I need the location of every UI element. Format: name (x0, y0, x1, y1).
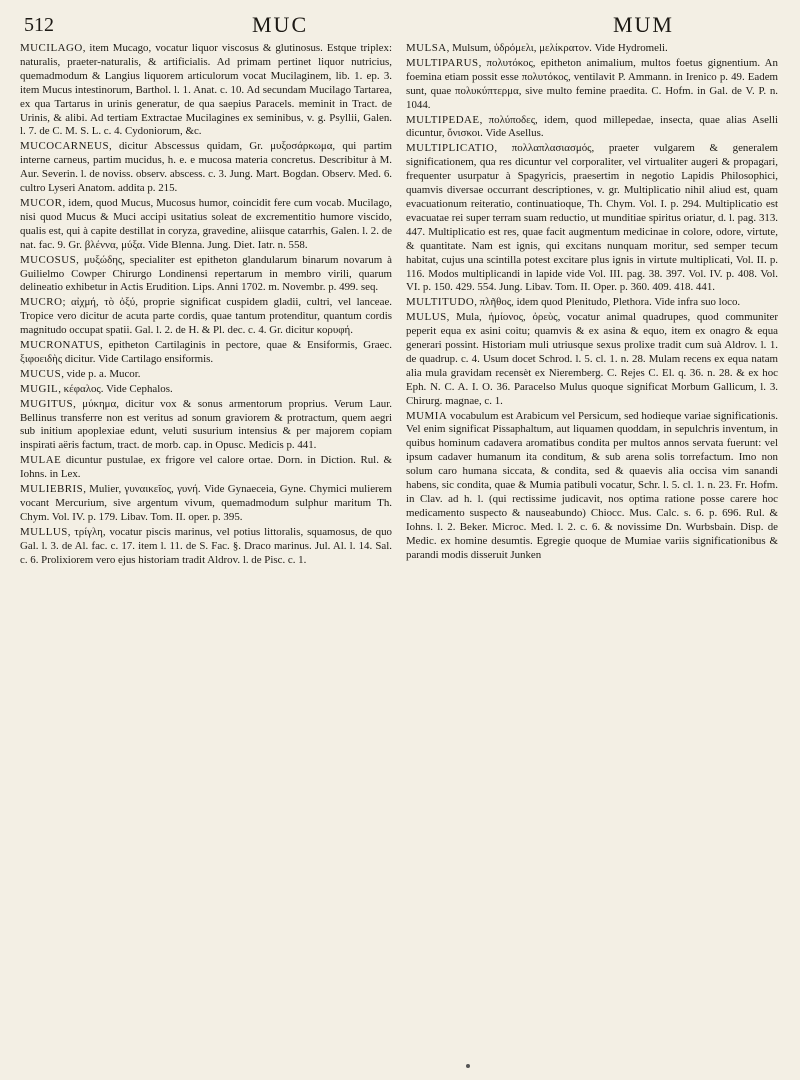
entry-headword: MULSA (406, 42, 447, 54)
entry-text: , vide p. a. Mucor. (61, 367, 141, 380)
entry-text: dicuntur pustulae, ex frigore vel calore ortae. Dorn. in Diction. Rul. & Iohns. in Lex. (20, 454, 392, 481)
dictionary-entry (20, 398, 392, 454)
entry-text: , dicitur Abscessus quidam, Gr. μυξοσάρκωμα, qui partim interne carneus, partim mucidus, h. e. e mucosa materia concretus. Describitur à M. Aur. Severin. l. de noviss. observ. abscess. c. 3. Jung. Mart. Bogdan. Observ. Med. 6. cultro Lyseri Anatom. addita p. 215. (20, 140, 392, 195)
dictionary-entry (406, 142, 778, 295)
entry-text: , idem, quod Mucus, Mucosus humor, coincidit fere cum vocab. Mucilago, nisi quod Mucus & Muci accipi usitatius soleat de excrementitio humore viscido, qualis est, qui à capite destillat in coryza, gravedine, aliisque catarrhis, Galen. l. 2. de nat. fac. 9. Gr. βλέννα, μύξα. Vide Blenna. Jung. Diet. Iatr. n. 558. (20, 196, 392, 251)
left-running-head: MUC (252, 12, 309, 37)
dictionary-entry (20, 254, 392, 296)
dictionary-entry (406, 114, 778, 142)
entry-headword: MULTIPEDAE (406, 113, 480, 126)
dictionary-entry (20, 197, 392, 253)
entry-headword: MULTIPLICATIO (406, 142, 495, 155)
entry-text: , μύκημα, dicitur vox & sonus armentorum proprius. Verum Laur. Bellinus transferre non est veritus ad sonum graviorem & protractum, quem aegri sub initium apoplexiae edunt, veluti susurium intensius & per majorem copiam inspirati aëris factum, tract. de morb. cap. in Opusc. Medicis p. 441. (20, 397, 392, 452)
entry-text: , πλῆθος, idem quod Plenitudo, Plethora. Vide infra suo loco. (474, 296, 741, 309)
right-column (406, 42, 778, 569)
page-header (20, 8, 778, 42)
dictionary-entry (20, 140, 392, 196)
right-running-head: MUM (612, 12, 674, 37)
entry-text: , item Mucago, vocatur liquor viscosus & glutinosus. Estque triplex: naturalis, praeter-naturalis, & artificialis. Ad primam pertinet liquor nutricius, quemadmodum & Langius liquorem articulorum vocat Mucilaginem, lib. 1. ep. 3. item Mucus intestinorum, Barthol. l. 1. Anat. c. 10. Ad secundam Mucilago Tartarea, ex qua Tartarus in urinis generatur, de qua saepius Paracels. meminit in Tract. de Urinis, & alibi. Ad tertiam Extractae Mucilagines ex seminibus, v. g. Psyllii, Galen. l. 7. de C. M. S. L. c. 4. Cydoniorum, &c. (20, 42, 392, 138)
dictionary-entry (20, 339, 392, 367)
entry-headword: MULAE (20, 454, 62, 467)
entry-headword: MUCILAGO (20, 42, 83, 54)
entry-headword: MULLUS (20, 525, 68, 538)
dictionary-entry (20, 454, 392, 482)
entry-headword: MULUS (406, 311, 447, 324)
entry-headword: MUCRO (20, 296, 63, 309)
entry-text: , πολλαπλασιασμός, praeter vulgarem & generalem significationem, qua res dicuntur vel corporaliter, vel virtualiter augeri & propagari, frequenter usurpatur à Spagyricis, praesertim in negotio Lapidis Philosophici, quamvis diversae occurrant descriptiones, v. gr. Multiplicatio nihil aliud est, quam evacuationum reiteratio, continuatioque, Th. Chym. Vol. I. p. 294. Multiplicatio est evacuatae rei super terram suam reductio, ut munditiae spiritus oriatur, d. l. pag. 313. 447. Multiplicatio est res, quae facit augmentum medicinae in colore, odore, virtute, & quantitate. Nam est ignis, qui excitans nunquam moritur, sed semper tecum habitat, cujus una scintilla potest excitare plus ignis in virtute multiplicati, Vol. II. p. 116. Modos multiplicandi in lapide vide Vol. III. pag. 38. 397. Vol. IV. p. 408. Vol. VI. p. 150. 429. 554. Jung. Libav. Tom. II. Oper. p. 360. 409. 418. 441. (406, 142, 778, 294)
dictionary-entry (20, 526, 392, 568)
dictionary-entry (406, 311, 778, 408)
entry-text: , μυξώδης, specialiter est epitheton glandularum binarum novarum à Guilielmo Cowper Chirurgo Londinensi repertarum in membro virili, quarum delineatio exhibetur in Actis Erudition. Lips. Anni 1702. m. Novembr. p. 499. seq. (20, 253, 392, 294)
entry-text: , τρίγλη, vocatur piscis marinus, vel potius littoralis, squamosus, de quo Gal. l. 3. de Al. fac. c. 17. item l. 11. de S. Fac. §. Draco marinus. Jul. Al. l. 14. Sal. c. 6. Prolixiorem vero ejus historiam tradit Aldrov. l. de Pisc. c. 1. (20, 525, 392, 566)
left-column (20, 42, 392, 569)
entry-text: vocabulum est Arabicum vel Persicum, sed hodieque variae significationis. Vel enim significat Pissaphaltum, aut liquamen quoddam, in sepulchris inventum, in quibus hominum cadavera aromatibus condita per multos annos servata fuerunt: vel ipsum cadaver humanum ita conditum, & sub arena solis torrefactum. Imo non solum caro humana siccata, & condita, sed & quaevis alia occisa vim sanandi habens, sic condita, quae & Mumia patibuli vocatur, Schr. l. 5. cl. 1. n. 23. Fr. Hofm. in Clav. ad h. l. (qui rectissime judicavit, nos optima ratione posse carere hoc medicamento suspecto & nauseabundo) Chiocc. Mus. Calc. s. 6. p. 696. Rul. & Iohns. l. 2. Beker. Microc. Med. l. 2. c. 6. & novissime Dn. Wurbsbain. Disp. de Medic. ex homine desumtis. Egregie quoque de Mumiae variis significationibus & parandi modis disseruit Junken (406, 409, 778, 561)
entry-text: , epitheton Cartilaginis in pectore, quae & Ensiformis, Graec. ξιφοειδὴς dicitur. Vide Cartilago ensiformis. (20, 339, 392, 365)
dictionary-entry (406, 410, 778, 563)
entry-headword: MUMIA (406, 409, 448, 422)
dictionary-entry (20, 383, 392, 397)
entry-text: , Mulsum, ὑδρόμελι, μελίκρατον. Vide Hydromeli. (446, 42, 668, 54)
entry-headword: MUCUS (20, 367, 62, 380)
entry-headword: MULTITUDO (406, 296, 475, 309)
entry-headword: MULTIPARUS (406, 56, 479, 69)
entry-text: ; αἰχμή, τὸ ὀξύ, proprie significat cuspidem gladii, cultri, vel lanceae. Tropice vero dicitur de acuta parte cordis, quae tantum protenditur, quantum cordis magnitudo occupat spatii. Gal. l. 2. de H. & Pl. dec. c. 4. Gr. dicitur κορυφή. (20, 296, 392, 337)
entry-text: , πολύποδες, idem, quod millepedae, insecta, quae alias Aselli dicuntur, ὄνισκοι. Vide Asellus. (406, 113, 778, 140)
dictionary-entry (20, 296, 392, 338)
dictionary-entry (406, 57, 778, 113)
entry-headword: MUGIL (20, 382, 59, 395)
printer-dot (466, 1064, 470, 1068)
entry-headword: MULIEBRIS (20, 483, 84, 496)
entry-text: , Mula, ἡμίονος, ὀρεὺς, vocatur animal quadrupes, quod communiter peperit equa ex asini coitu; quamvis & ex asina & equo, item ex onagro & equa generari possint. Historiam muli utriusque sexus prolixe tradit cum suà Aldrov. l. 1. de quadrup. c. 4. Usum docet Schrod. l. 5. cl. 1. n. 28. Mulam recens ex equa natam alia mula gravidam recensèt ex Nieremberg. C. Rejes C. El. q. 36. n. 28. & ex hoc Eph. N. C. A. I. O. 36. Paracelso Mulus quoque significat Morbum Gallicum, l. 3. Chirurg. magnae, c. 1. (406, 311, 778, 407)
dictionary-entry (20, 42, 392, 139)
entry-headword: MUCOCARNEUS (20, 140, 110, 153)
entry-text: , Mulier, γυναικεῖος, γυνή. Vide Gynaeceia, Gyne. Chymici mulierem vocant Mercurium, sive argentum vivum, quemadmodum sulphur maritum Th. Chym. Vol. IV. p. 179. Libav. Tom. II. oper. p. 395. (20, 483, 392, 523)
page-number: 512 (24, 14, 54, 36)
entry-headword: MUCOR (20, 196, 63, 209)
dictionary-entry (20, 368, 392, 382)
entry-text: , κέφαλος. Vide Cephalos. (58, 382, 173, 395)
entry-headword: MUGITUS (20, 397, 74, 410)
dictionary-entry (406, 42, 778, 56)
entry-text: , πολυτόκος, epitheton animalium, multos foetus gignentium. An foemina etiam possit esse πολυτόκος, ventilavit P. Ammann. in Irenico p. 49. Eadem sunt, quae πολυκύπτερμα, sive multo femine praedita. C. Hofm. in Gal. de V. P. n. 1044. (406, 56, 778, 111)
dictionary-entry (20, 483, 392, 525)
entry-headword: MUCRONATUS (20, 339, 101, 352)
entry-headword: MUCOSUS (20, 253, 77, 266)
dictionary-entry (406, 296, 778, 310)
